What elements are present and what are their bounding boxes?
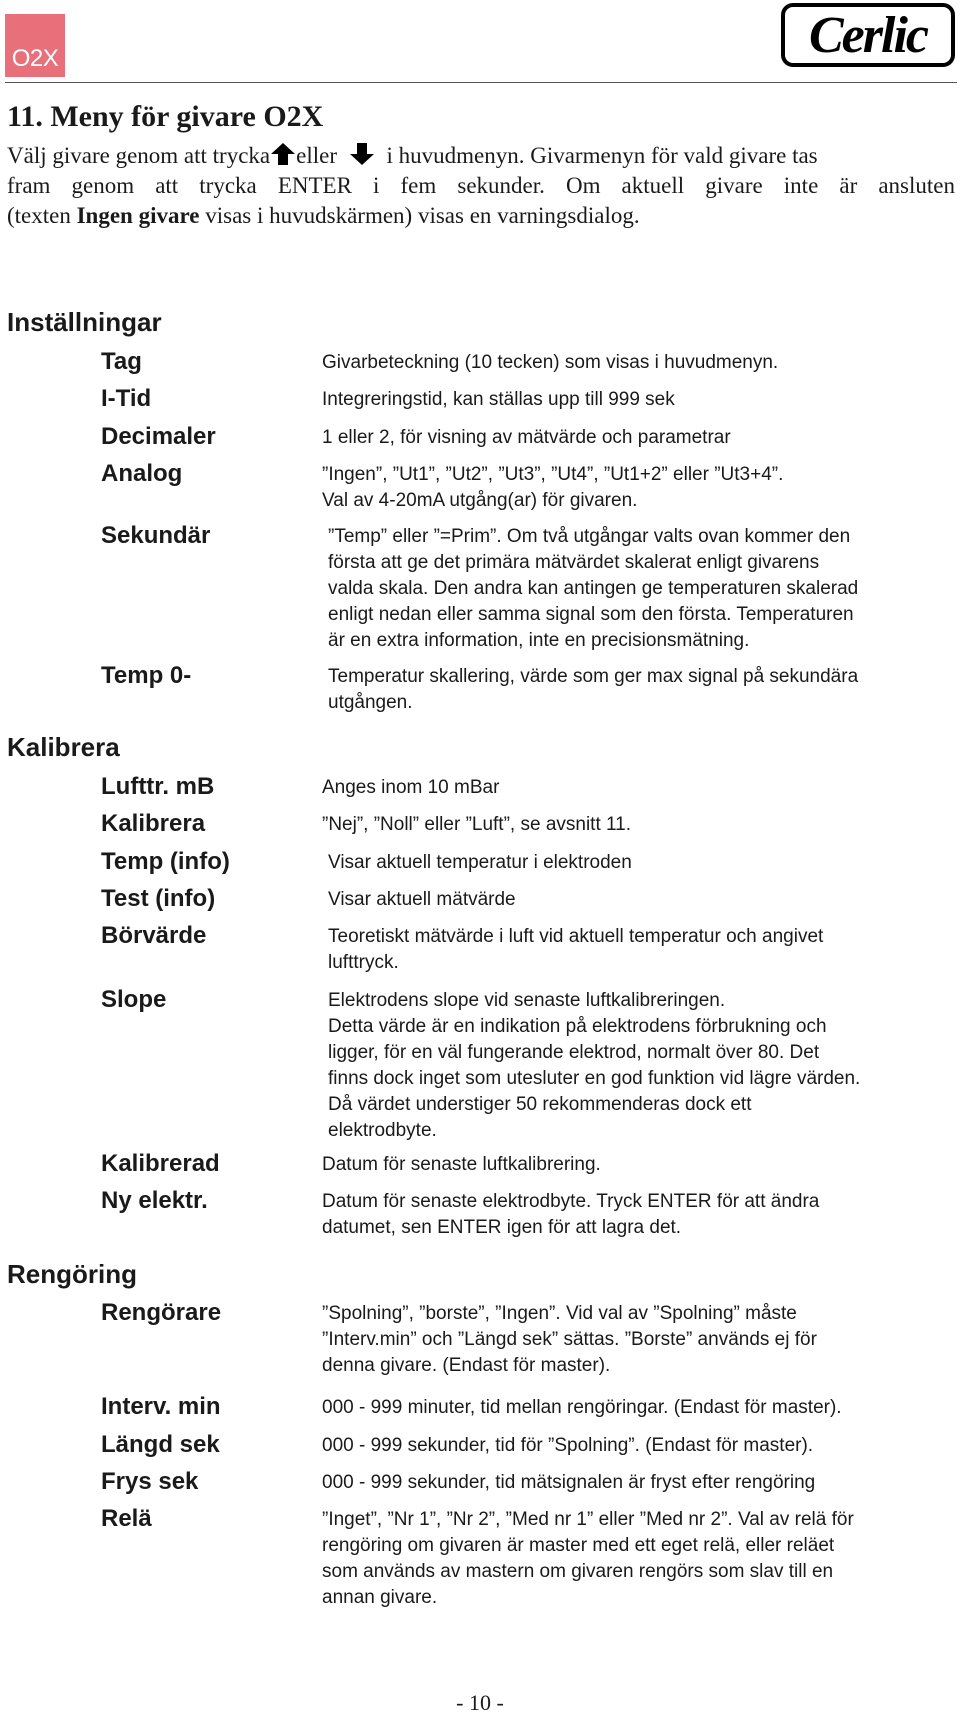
description-line: datumet, sen ENTER igen för att lagra det. bbox=[322, 1217, 682, 1238]
header-divider bbox=[5, 82, 957, 83]
description-line: ”Temp” eller ”=Prim”. Om två utgångar valts ovan kommer den bbox=[328, 526, 851, 547]
param-description bbox=[322, 1152, 601, 1178]
param-description bbox=[328, 850, 632, 876]
intro-text: eller bbox=[296, 143, 337, 168]
param-label: Rengörare bbox=[101, 1299, 222, 1326]
arrow-up-icon bbox=[270, 142, 296, 166]
description-line: Teoretiskt mätvärde i luft vid aktuell temperatur och angivet bbox=[328, 926, 824, 947]
description-line: ”Ingen”, ”Ut1”, ”Ut2”, ”Ut3”, ”Ut4”, ”Ut1+2” eller ”Ut3+4”. bbox=[322, 464, 784, 485]
param-label: Temp 0- bbox=[101, 662, 192, 689]
description-line: Val av 4-20mA utgång(ar) för givaren. bbox=[322, 490, 638, 511]
intro-text: (texten bbox=[7, 203, 71, 228]
o2x-logo bbox=[5, 14, 65, 77]
description-line: första att ge det primära mätvärdet skalerat enligt givarens bbox=[328, 552, 820, 573]
param-label: Kalibrerad bbox=[101, 1150, 220, 1177]
param-label: Kalibrera bbox=[101, 810, 206, 837]
section-title-kalibrera: Kalibrera bbox=[7, 732, 120, 762]
description-line: ”Spolning”, ”borste”, ”Ingen”. Vid val av ”Spolning” måste bbox=[322, 1303, 797, 1324]
param-description bbox=[328, 924, 823, 976]
page-title: 11. Meny för givare O2X bbox=[7, 100, 324, 133]
section-title-rengoring: Rengöring bbox=[7, 1259, 137, 1289]
description-line: 1 eller 2, för visning av mätvärde och parametrar bbox=[322, 427, 731, 448]
description-line: som används av mastern om givaren rengörs som slav till en bbox=[322, 1561, 834, 1582]
description-line: 000 - 999 sekunder, tid för ”Spolning”. (Endast för master). bbox=[322, 1435, 814, 1456]
param-description bbox=[328, 988, 860, 1144]
param-description bbox=[328, 664, 858, 716]
description-line: lufttryck. bbox=[328, 952, 399, 973]
description-line: Visar aktuell temperatur i elektroden bbox=[328, 852, 632, 873]
section-title-installningar: Inställningar bbox=[7, 307, 162, 337]
description-line: elektrodbyte. bbox=[328, 1120, 437, 1141]
param-description bbox=[328, 887, 516, 913]
param-description bbox=[322, 1395, 842, 1421]
description-line: Datum för senaste luftkalibrering. bbox=[322, 1154, 601, 1175]
description-line: ”Inget”, ”Nr 1”, ”Nr 2”, ”Med nr 1” eller ”Med nr 2”. Val av relä för bbox=[322, 1509, 854, 1530]
intro-text: visas i huvudskärmen) visas en varningsdialog. bbox=[205, 203, 640, 228]
description-line: ”Nej”, ”Noll” eller ”Luft”, se avsnitt 11. bbox=[322, 814, 632, 835]
cerlic-logo-text: Cerlic bbox=[809, 7, 927, 64]
description-line: ”Interv.min” och ”Längd sek” sättas. ”Borste” används ej för bbox=[322, 1329, 817, 1350]
param-label: Sekundär bbox=[101, 522, 211, 549]
arrow-down-icon bbox=[349, 142, 375, 166]
description-line: finns dock inget som utesluter en god funktion vid lägre värden. bbox=[328, 1068, 861, 1089]
param-label: Temp (info) bbox=[101, 848, 230, 875]
description-line: Integreringstid, kan ställas upp till 999 sek bbox=[322, 389, 675, 410]
intro-line-3 bbox=[7, 201, 955, 231]
description-line: Anges inom 10 mBar bbox=[322, 777, 500, 798]
description-line: Givarbeteckning (10 tecken) som visas i huvudmenyn. bbox=[322, 352, 779, 373]
intro-line-1 bbox=[7, 141, 955, 171]
param-label: Frys sek bbox=[101, 1468, 199, 1495]
param-label: Börvärde bbox=[101, 922, 207, 949]
description-line: enligt nedan eller samma signal som den första. Temperaturen bbox=[328, 604, 854, 625]
description-line: 000 - 999 sekunder, tid mätsignalen är fryst efter rengöring bbox=[322, 1472, 816, 1493]
description-line: Då värdet understiger 50 rekommenderas dock ett bbox=[328, 1094, 752, 1115]
description-line: utgången. bbox=[328, 692, 413, 713]
param-description bbox=[322, 1470, 815, 1496]
param-label: Slope bbox=[101, 986, 167, 1013]
description-line: Detta värde är en indikation på elektrodens förbrukning och bbox=[328, 1016, 827, 1037]
param-description bbox=[322, 462, 783, 514]
description-line: valda skala. Den andra kan antingen ge temperaturen skalerad bbox=[328, 578, 859, 599]
param-label: Lufttr. mB bbox=[101, 773, 215, 800]
intro-text: Välj givare genom att trycka bbox=[7, 143, 271, 168]
param-description bbox=[322, 350, 778, 376]
intro-line-2: fram genom att trycka ENTER i fem sekunder. Om aktuell givare inte är ansluten bbox=[7, 173, 955, 198]
param-description bbox=[322, 775, 499, 801]
param-description bbox=[322, 812, 631, 838]
param-description bbox=[322, 1433, 813, 1459]
description-line: Visar aktuell mätvärde bbox=[328, 889, 516, 910]
param-label: Test (info) bbox=[101, 885, 216, 912]
intro-bold-text: Ingen givare bbox=[76, 203, 200, 228]
param-label: Ny elektr. bbox=[101, 1187, 208, 1214]
intro-text: i huvudmenyn. Givarmenyn för vald givare tas bbox=[386, 143, 818, 168]
param-label: Längd sek bbox=[101, 1431, 220, 1458]
description-line: rengöring om givaren är master med ett eget relä, eller reläet bbox=[322, 1535, 835, 1556]
description-line: denna givare. (Endast för master). bbox=[322, 1355, 611, 1376]
param-label: Interv. min bbox=[101, 1393, 221, 1420]
param-description bbox=[322, 1301, 817, 1379]
param-description bbox=[322, 387, 675, 413]
param-description bbox=[322, 1507, 854, 1611]
param-description bbox=[322, 425, 731, 451]
param-description bbox=[322, 1189, 819, 1241]
o2x-logo-text: O2X bbox=[11, 45, 59, 72]
description-line: 000 - 999 minuter, tid mellan rengöringar. (Endast för master). bbox=[322, 1397, 842, 1418]
description-line: Temperatur skallering, värde som ger max signal på sekundära bbox=[328, 666, 859, 687]
description-line: är en extra information, inte en precisionsmätning. bbox=[328, 630, 750, 651]
page-number: - 10 - bbox=[456, 1690, 504, 1715]
param-description bbox=[328, 524, 858, 654]
description-line: Elektrodens slope vid senaste luftkalibreringen. bbox=[328, 990, 726, 1011]
description-line: annan givare. bbox=[322, 1587, 438, 1608]
description-line: Datum för senaste elektrodbyte. Tryck ENTER för att ändra bbox=[322, 1191, 820, 1212]
param-label: Analog bbox=[101, 460, 183, 487]
param-label: Tag bbox=[101, 348, 142, 375]
param-label: I-Tid bbox=[101, 385, 152, 412]
description-line: ligger, för en väl fungerande elektrod, normalt över 80. Det bbox=[328, 1042, 820, 1063]
param-label: Decimaler bbox=[101, 423, 216, 450]
param-label: Relä bbox=[101, 1505, 152, 1532]
cerlic-logo bbox=[781, 3, 955, 67]
